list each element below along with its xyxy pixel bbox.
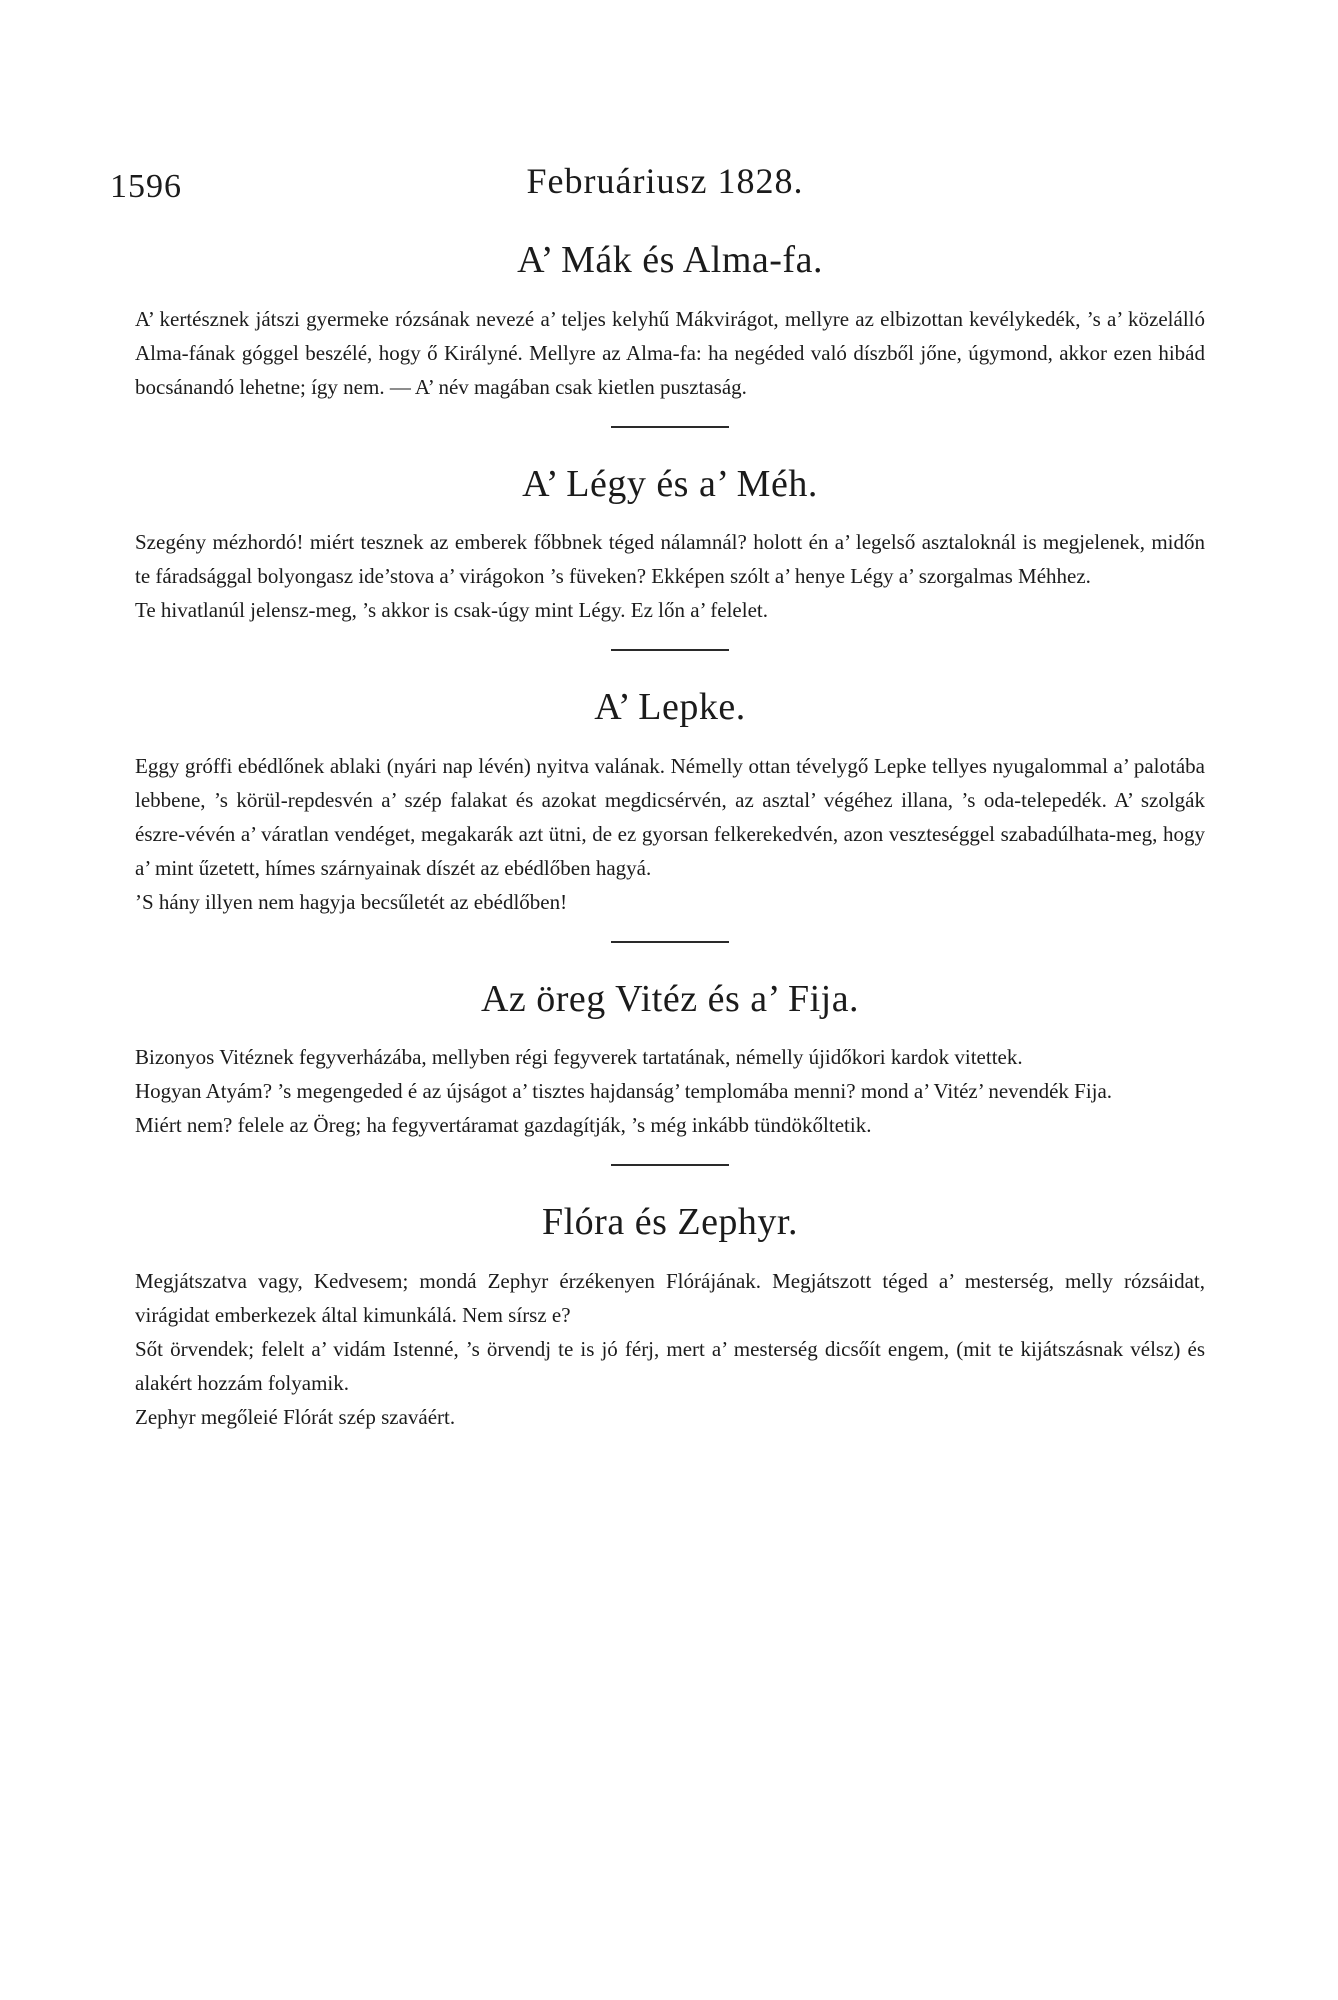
story-text	[135, 1040, 1205, 1142]
story-paragraph: Sőt örvendek; felelt a’ vidám Istenné, ’s örvendj te is jó férj, mert a’ mesterség dicsőít engem, (mit te kijátszásnak vélsz) és alakért hozzám folyamik.	[135, 1336, 1205, 1395]
story-title: A’ Mák és Alma-fa.	[517, 239, 823, 281]
story-paragraph: Miért nem? felele az Öreg; ha fegyvertáramat gazdagítják, ’s még inkább tündökőltetik.	[135, 1113, 872, 1138]
story-paragraph: Te hivatlanúl jelensz-meg, ’s akkor is csak-úgy mint Légy. Ez lőn a’ felelet.	[135, 598, 768, 623]
page-content	[135, 238, 1205, 1434]
story-paragraph: Szegény mézhordó! miért tesznek az emberek főbbnek téged nálamnál? holott én a’ legelső asztaloknál is megjelenek, midőn te fáradsággal bolyongasz ide’stova a’ virágokon ’s füveken? Ekképen szólt a’ henye Légy a’ szorgalmas Méhhez.	[135, 530, 1205, 589]
story-text	[135, 525, 1205, 627]
story-paragraph: Megjátszatva vagy, Kedvesem; mondá Zephyr érzékenyen Flórájának. Megjátszott téged a’ mesterség, melly rózsáidat, virágidat emberkezek által kimunkálá. Nem sírsz e?	[135, 1268, 1205, 1327]
story-paragraph: A’ kertésznek játszi gyermeke rózsának nevezé a’ teljes kelyhű Mákvirágot, mellyre az elbizottan kevélykedék, ’s a’ közelálló Alma-fának góggel beszélé, hogy ő Királyné. Mellyre az Alma-fa: ha negéded való díszből jőne, úgymond, akkor ezen hibád bocsánandó lehetne; így nem. — A’ név magában csak kietlen pusztaság.	[135, 306, 1205, 399]
story-text	[135, 1264, 1205, 1434]
running-title: Februáriusz 1828.	[526, 161, 804, 201]
story-paragraph: Zephyr megőleié Flórát szép szaváért.	[135, 1404, 456, 1429]
story-paragraph: Hogyan Atyám? ’s megengeded é az újságot a’ tisztes hajdanság’ templomába menni? mond a’ Vitéz’ nevendék Fija.	[135, 1079, 1113, 1104]
story-paragraph: Bizonyos Vitéznek fegyverházába, mellyben régi fegyverek tartatának, némelly újidőkori kardok vitettek.	[135, 1045, 1023, 1070]
story-legy-es-a-meh	[135, 462, 1205, 628]
story-title: Flóra és Zephyr.	[541, 1201, 798, 1244]
section-divider	[611, 1164, 729, 1166]
story-title: A’ Légy és a’ Méh.	[522, 462, 818, 505]
page-header	[110, 158, 1220, 218]
story-title: Az öreg Vitéz és a’ Fija.	[480, 977, 860, 1020]
section-divider	[611, 426, 729, 428]
story-a-lepke	[135, 685, 1205, 919]
story-mak-es-alma-fa	[135, 238, 1205, 404]
story-text	[135, 302, 1205, 404]
section-divider	[611, 941, 729, 943]
story-text	[135, 749, 1205, 919]
story-title: A’ Lepke.	[594, 686, 746, 729]
story-paragraph: ’S hány illyen nem hagyja becsűletét az ebédlőben!	[135, 889, 568, 914]
story-paragraph: Eggy gróffi ebédlőnek ablaki (nyári nap lévén) nyitva valának. Némelly ottan tévelygő Lepke tellyes nyugalommal a’ palotába lebbene, ’s körül-repdesvén a’ szép falakat és azokat megdicsérvén, az asztal’ végéhez illana, ’s oda-telepedék. A’ szolgák észre-vévén a’ váratlan vendéget, megakarák azt ütni, de ez gyorsan felkerekedvén, azon veszteséggel szabadúlhata-meg, hogy a’ mint űzetett, hímes szárnyainak díszét az ebédlőben hagyá.	[135, 753, 1205, 880]
section-divider	[611, 649, 729, 651]
story-flora-es-zephyr	[135, 1200, 1205, 1434]
page-number: 1596	[110, 168, 182, 205]
story-az-oreg-vitez	[135, 977, 1205, 1143]
